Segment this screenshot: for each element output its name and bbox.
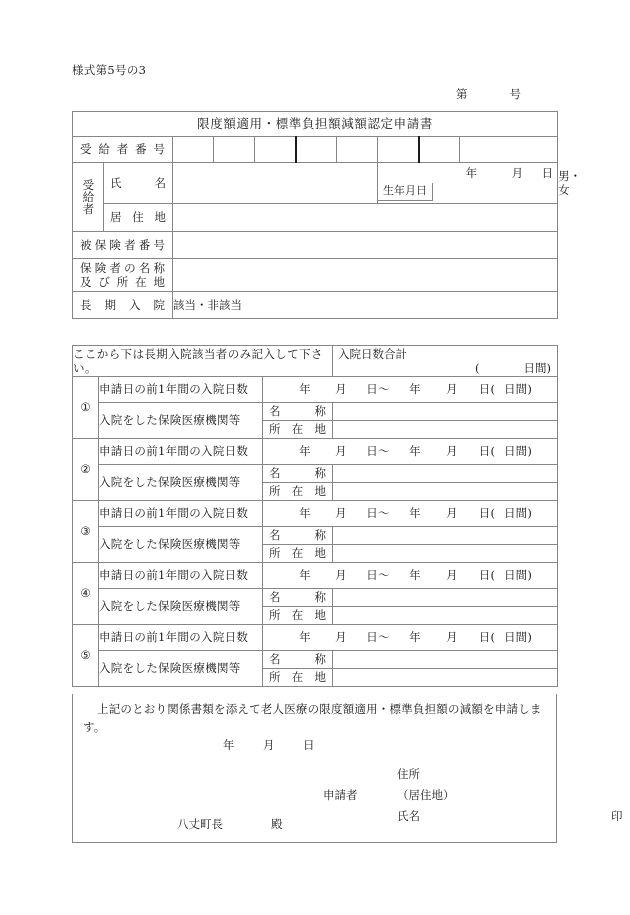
table-row [73,651,558,669]
recipient-number-cell-5[interactable] [337,137,378,163]
applicant-name-label: 氏名 [397,809,420,823]
institution-address-value-4[interactable] [333,607,558,625]
name-row: 受給者 氏名 生年月日 年 月 日 男・女 [73,163,558,204]
table-row [73,589,558,607]
long-term-value[interactable]: 該当・非該当 [173,292,558,319]
institution-name-value-2[interactable] [333,465,558,483]
recipient-number-cell-6[interactable] [378,137,419,163]
insurer-label: 保険者の名称 及び所在地 [73,259,173,292]
institution-name-value-1[interactable] [333,403,558,421]
applicant-info-table [72,111,582,319]
birthdate-year: 年 [465,165,478,180]
row-date-range-1[interactable]: 年 月 日〜 年 月 日( 日間) [263,377,558,403]
insured-number-row [73,232,558,259]
insured-number-label: 被保険者番号 [73,232,173,259]
row-index-4: ④ [73,563,99,625]
recipient-number-cell-1[interactable] [173,137,214,163]
row-institution-label-3: 入院をした保険医療機関等 [99,527,263,563]
birthdate-label: 生年月日 [378,183,433,201]
table-row [73,563,558,589]
document-number [456,86,521,102]
residence-row [73,204,558,232]
row-index-2: ② [73,439,99,501]
declaration-date[interactable] [223,737,315,753]
insurer-value[interactable] [173,259,558,292]
declaration-text: 上記のとおり関係書類を添えて老人医療の限度額適用・標準負担額の減額を申請します。 [83,702,542,734]
total-days-value: ( 日間) [475,360,552,375]
insured-number-value[interactable] [173,232,558,259]
row-index-5: ⑤ [73,625,99,687]
institution-address-label-1: 所在地 [263,421,333,439]
row-institution-label-4: 入院をした保険医療機関等 [99,589,263,625]
addressee-name: 八丈町長 [177,817,223,831]
row-days-label-5: 申請日の前1年間の入院日数 [99,625,263,651]
document-number-prefix: 第 [456,87,468,101]
long-term-row [73,292,558,319]
note-row [73,346,558,377]
name-label: 氏名 [104,163,173,204]
insurer-row [73,259,558,292]
institution-address-value-2[interactable] [333,483,558,501]
addressee-honorific: 殿 [271,817,283,831]
row-institution-label-1: 入院をした保険医療機関等 [99,403,263,439]
table-row [73,527,558,545]
institution-name-label-4: 名称 [263,589,333,607]
recipient-number-cell-7[interactable] [419,137,460,163]
birthdate-ymd [378,166,553,180]
institution-name-label-5: 名称 [263,651,333,669]
institution-name-value-5[interactable] [333,651,558,669]
row-date-range-3[interactable]: 年 月 日〜 年 月 日( 日間) [263,501,558,527]
total-days-label: 入院日数合計 [338,347,408,361]
row-days-label-2: 申請日の前1年間の入院日数 [99,439,263,465]
row-days-label-4: 申請日の前1年間の入院日数 [99,563,263,589]
institution-address-label-2: 所在地 [263,483,333,501]
institution-address-value-5[interactable] [333,669,558,687]
table-row [73,377,558,403]
recipient-number-row [73,137,558,163]
institution-name-label-2: 名称 [263,465,333,483]
institution-name-label-3: 名称 [263,527,333,545]
row-index-3: ③ [73,501,99,563]
applicant-label: 申請者 [323,788,358,802]
row-index-1: ① [73,377,99,439]
table-row [73,403,558,421]
total-days-cell[interactable] [333,346,558,377]
recipient-number-cell-2[interactable] [214,137,255,163]
declaration-day: 日 [303,738,315,752]
addressee [177,816,283,832]
recipient-number-cell-4[interactable] [296,137,337,163]
birthdate-day: 日 [541,165,554,180]
hospitalization-note: ここから下は長期入院該当者のみ記入して下さい。 [73,346,333,377]
row-date-range-2[interactable]: 年 月 日〜 年 月 日( 日間) [263,439,558,465]
institution-address-value-1[interactable] [333,421,558,439]
row-institution-label-5: 入院をした保険医療機関等 [99,651,263,687]
birthdate-cell[interactable] [378,163,558,204]
seal-label: 印 [611,809,623,823]
row-date-range-5[interactable]: 年 月 日〜 年 月 日( 日間) [263,625,558,651]
form-title: 限度額適用・標準負担額減額認定申請書 [73,112,558,137]
address-label: 住所 [397,767,420,781]
recipient-number-label: 受給者番号 [73,137,173,163]
declaration-year: 年 [223,738,235,752]
residence-paren-label: （居住地） [397,788,455,802]
row-days-label-3: 申請日の前1年間の入院日数 [99,501,263,527]
document-number-suffix: 号 [509,87,521,101]
institution-address-label-3: 所在地 [263,545,333,563]
table-row [73,625,558,651]
recipient-number-cell-8[interactable] [460,137,497,163]
institution-name-value-4[interactable] [333,589,558,607]
recipient-number-cell-3[interactable] [255,137,296,163]
recipient-group-label: 受給者 [73,163,104,232]
institution-address-label-4: 所在地 [263,607,333,625]
institution-name-label-1: 名称 [263,403,333,421]
declaration-box [72,694,623,843]
recipient-number-filler [497,137,558,163]
table-row [73,465,558,483]
form-title-row [73,112,558,137]
table-row [73,439,558,465]
row-institution-label-2: 入院をした保険医療機関等 [99,465,263,501]
row-date-range-4[interactable]: 年 月 日〜 年 月 日( 日間) [263,563,558,589]
long-term-label: 長期入院 [73,292,173,319]
institution-address-label-5: 所在地 [263,669,333,687]
institution-address-value-3[interactable] [333,545,558,563]
residence-label: 居住地 [104,204,173,232]
declaration-month: 月 [263,738,275,752]
table-row [73,501,558,527]
form-code: 様式第5号の3 [72,63,147,77]
residence-value[interactable] [173,204,558,232]
name-value[interactable] [173,163,378,204]
birthdate-month: 月 [511,165,524,180]
hospitalization-table [72,345,558,687]
institution-name-value-3[interactable] [333,527,558,545]
row-days-label-1: 申請日の前1年間の入院日数 [99,377,263,403]
